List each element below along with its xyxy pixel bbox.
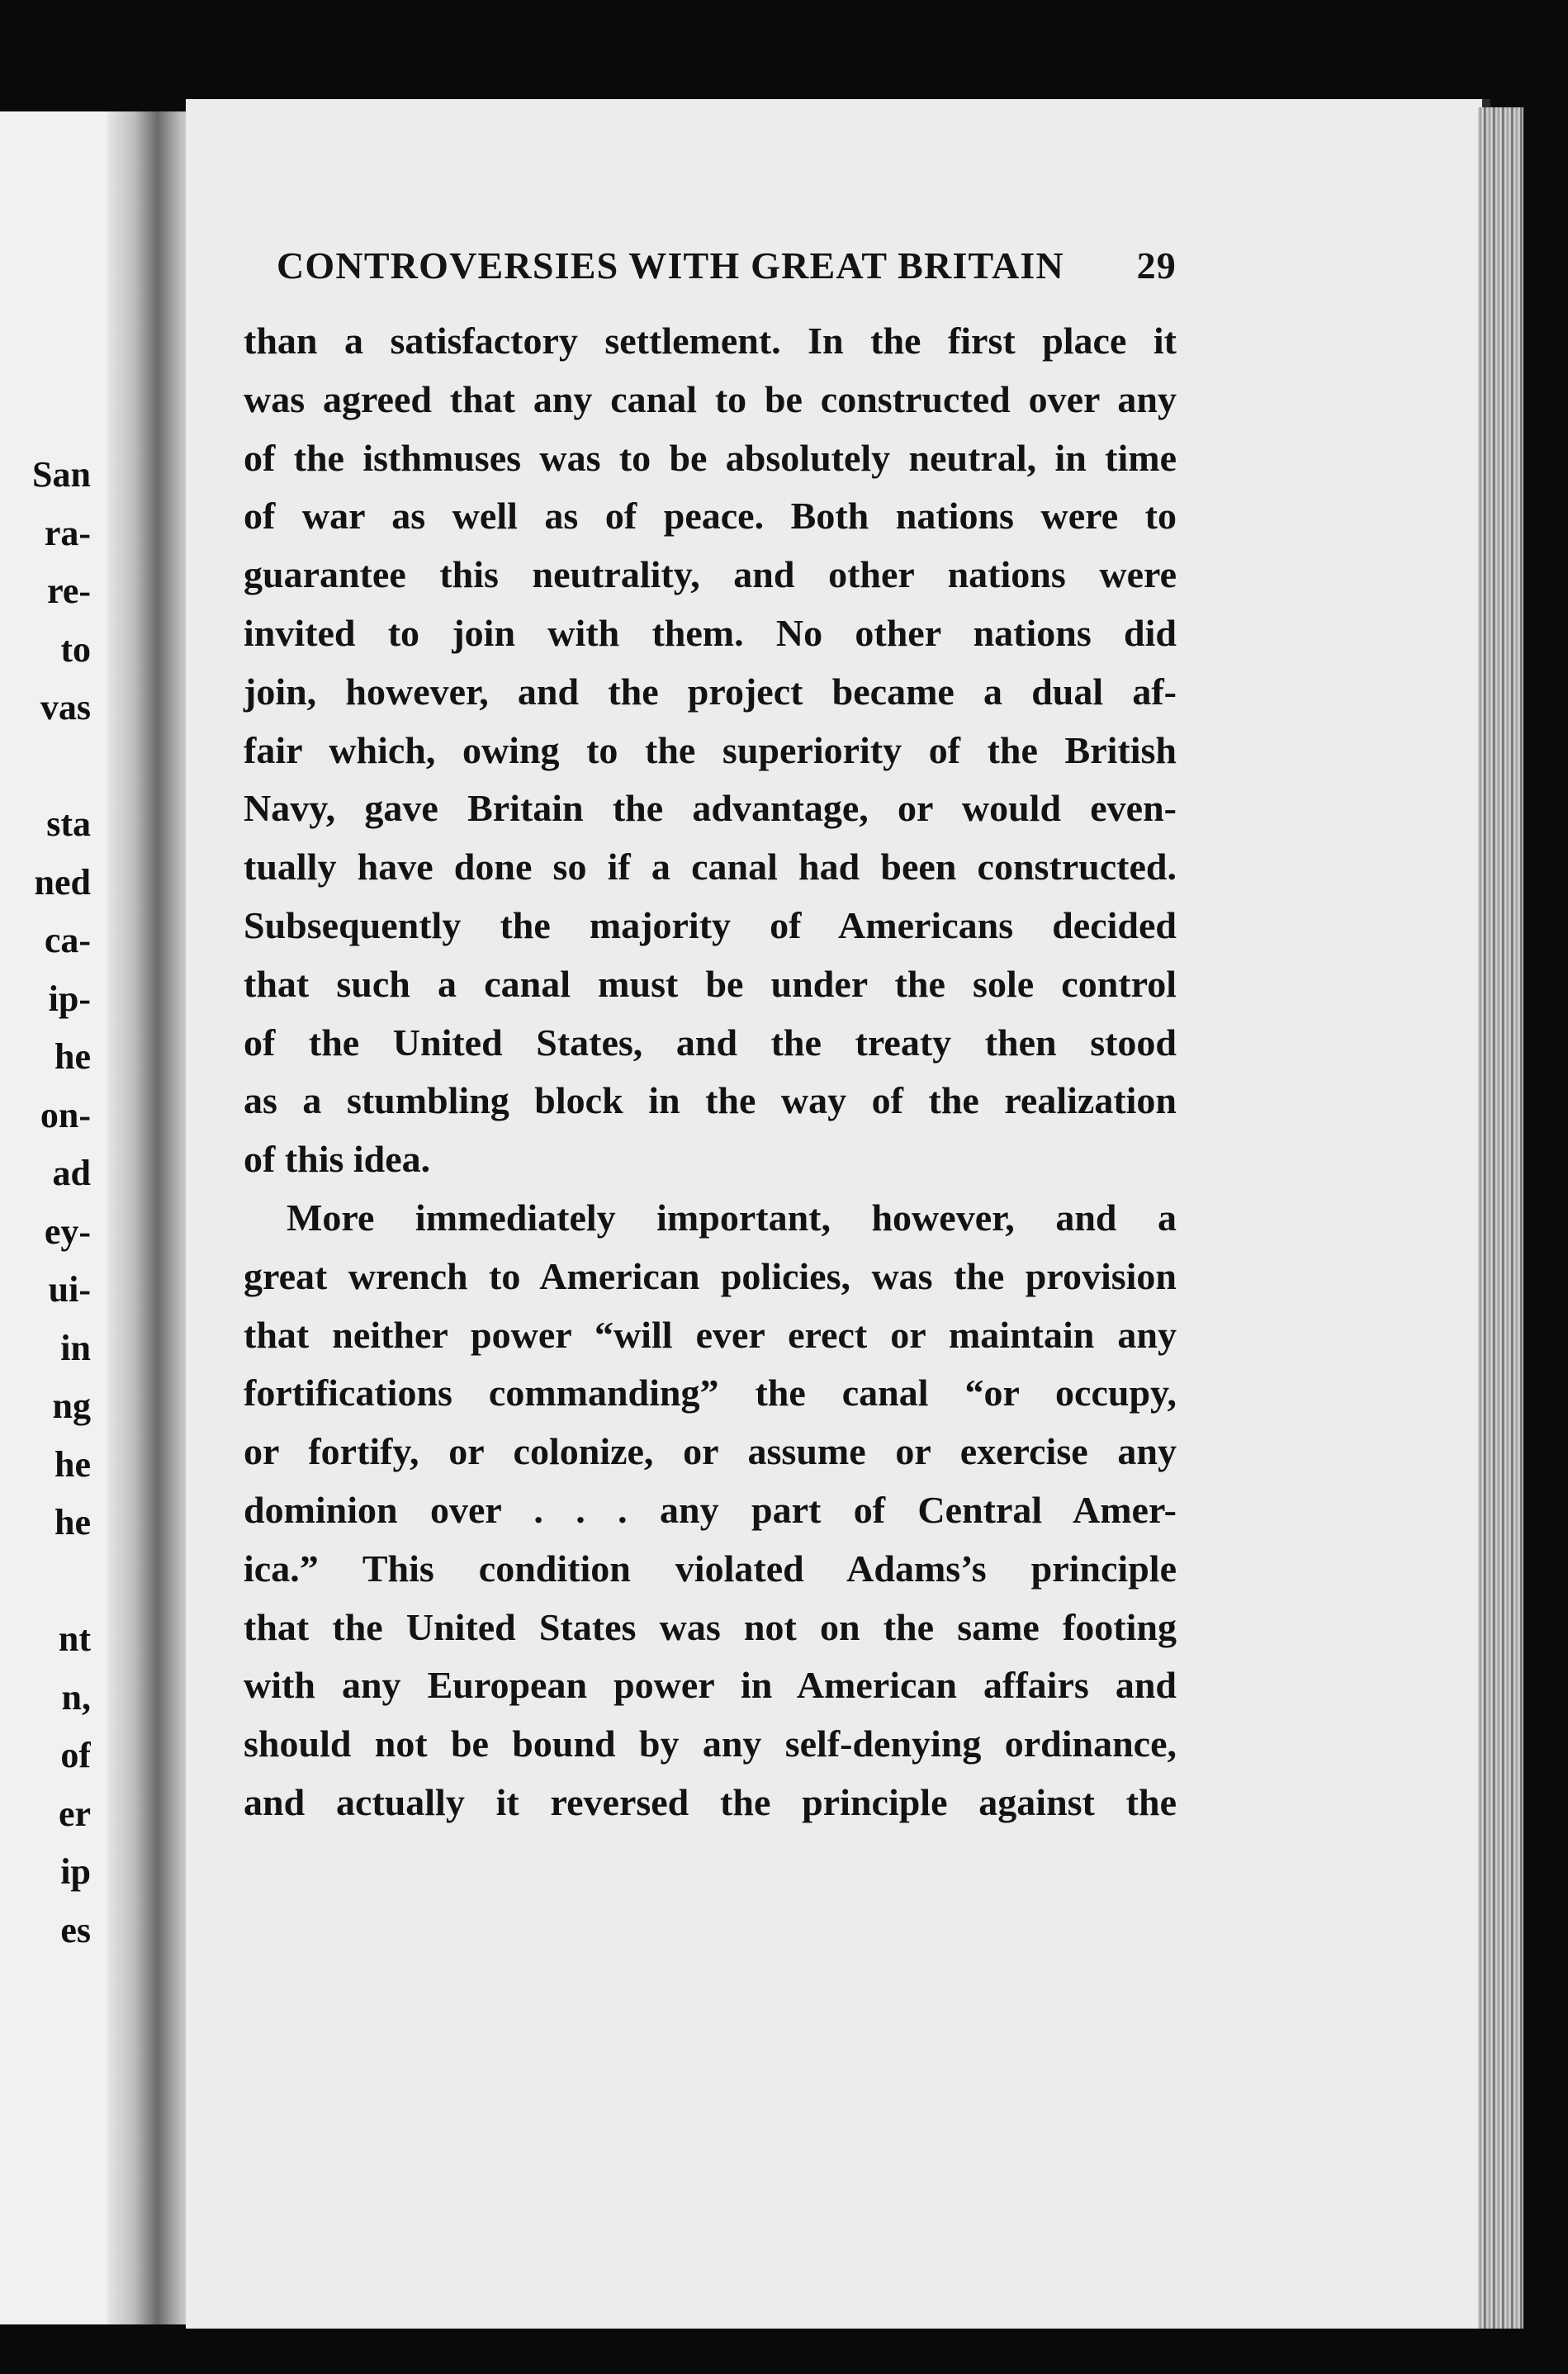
- text-line: tually have done so if a canal had been constructed.: [244, 846, 1177, 888]
- left-fragment-line: ip: [60, 1851, 91, 1892]
- text-line: that neither power “will ever erect or maintain any: [244, 1313, 1177, 1356]
- left-fragment-line: es: [60, 1909, 91, 1950]
- left-fragment-line: ca-: [44, 920, 91, 960]
- text-line: that such a canal must be under the sole control: [244, 962, 1177, 1005]
- left-fragment-line: nt: [58, 1618, 91, 1659]
- text-line: guarantee this neutrality, and other nations were: [244, 553, 1177, 596]
- left-fragment-line: ned: [34, 861, 91, 903]
- text-line: with any European power in American affairs and: [244, 1664, 1177, 1707]
- left-fragment-line: er: [58, 1793, 91, 1834]
- text-line: should not be bound by any self-denying ordinance,: [244, 1722, 1177, 1765]
- text-line: join, however, and the project became a dual af-: [244, 670, 1177, 713]
- text-line: More immediately important, however, and a: [287, 1196, 1177, 1239]
- text-line: of the isthmuses was to be absolutely neutral, in time: [244, 436, 1177, 479]
- text-line: and actually it reversed the principle against the: [244, 1780, 1177, 1823]
- text-line: or fortify, or colonize, or assume or exercise any: [244, 1430, 1177, 1473]
- left-fragment-line: sta: [46, 803, 91, 844]
- left-fragment-line: in: [60, 1327, 91, 1368]
- scan-bottom-border: [0, 2329, 1568, 2374]
- left-fragment-line: [0, 1552, 91, 1611]
- text-line: of this idea.: [244, 1138, 431, 1181]
- text-line: Navy, gave Britain the advantage, or would even-: [244, 787, 1177, 830]
- left-fragment-line: ip-: [48, 978, 91, 1019]
- text-line: invited to join with them. No other nations did: [244, 611, 1177, 654]
- text-line: fair which, owing to the superiority of the British: [244, 728, 1177, 771]
- paragraph-1: [244, 312, 1177, 1189]
- book-gutter-shadow: [107, 111, 198, 2324]
- left-fragment-line: ng: [52, 1386, 91, 1426]
- text-line: dominion over . . . any part of Central Amer-: [244, 1488, 1177, 1531]
- left-fragment-line: ad: [52, 1153, 91, 1193]
- text-line: fortifications commanding” the canal “or occupy,: [244, 1372, 1177, 1414]
- text-line: of war as well as of peace. Both nations were to: [244, 495, 1177, 538]
- left-page-text-fragments: [0, 446, 91, 1959]
- text-line: Subsequently the majority of Americans decided: [244, 903, 1177, 946]
- left-fragment-line: ey-: [44, 1211, 91, 1252]
- running-head: [277, 244, 1177, 293]
- left-fragment-line: [0, 737, 91, 796]
- left-fragment-line: he: [54, 1036, 91, 1077]
- left-fragment-line: vas: [40, 687, 91, 727]
- left-fragment-line: on-: [40, 1094, 91, 1135]
- left-fragment-line: San: [32, 454, 91, 495]
- left-fragment-line: n,: [61, 1676, 91, 1718]
- text-line: that the United States was not on the same footing: [244, 1605, 1177, 1648]
- page-body-text: [244, 312, 1177, 1832]
- paragraph-2: [244, 1189, 1177, 1832]
- text-line: of the United States, and the treaty then stood: [244, 1021, 1177, 1064]
- left-fragment-line: ui-: [48, 1269, 91, 1310]
- left-fragment-line: re-: [47, 571, 91, 611]
- text-line: as a stumbling block in the way of the realization: [244, 1079, 1177, 1122]
- left-fragment-line: of: [60, 1735, 91, 1775]
- text-line: than a satisfactory settlement. In the first place it: [244, 320, 1177, 362]
- page-edge: [1478, 107, 1523, 2329]
- left-fragment-line: to: [60, 628, 91, 670]
- running-head-title: CONTROVERSIES WITH GREAT BRITAIN: [277, 244, 1064, 287]
- text-line: great wrench to American policies, was the provision: [244, 1254, 1177, 1297]
- page-number: 29: [1136, 244, 1177, 287]
- left-fragment-line: he: [54, 1502, 91, 1542]
- text-line: was agreed that any canal to be constructed over any: [244, 377, 1177, 420]
- left-fragment-line: he: [54, 1443, 91, 1485]
- left-fragment-line: ra-: [44, 512, 91, 553]
- text-line: ica.” This condition violated Adams’s principle: [244, 1547, 1177, 1590]
